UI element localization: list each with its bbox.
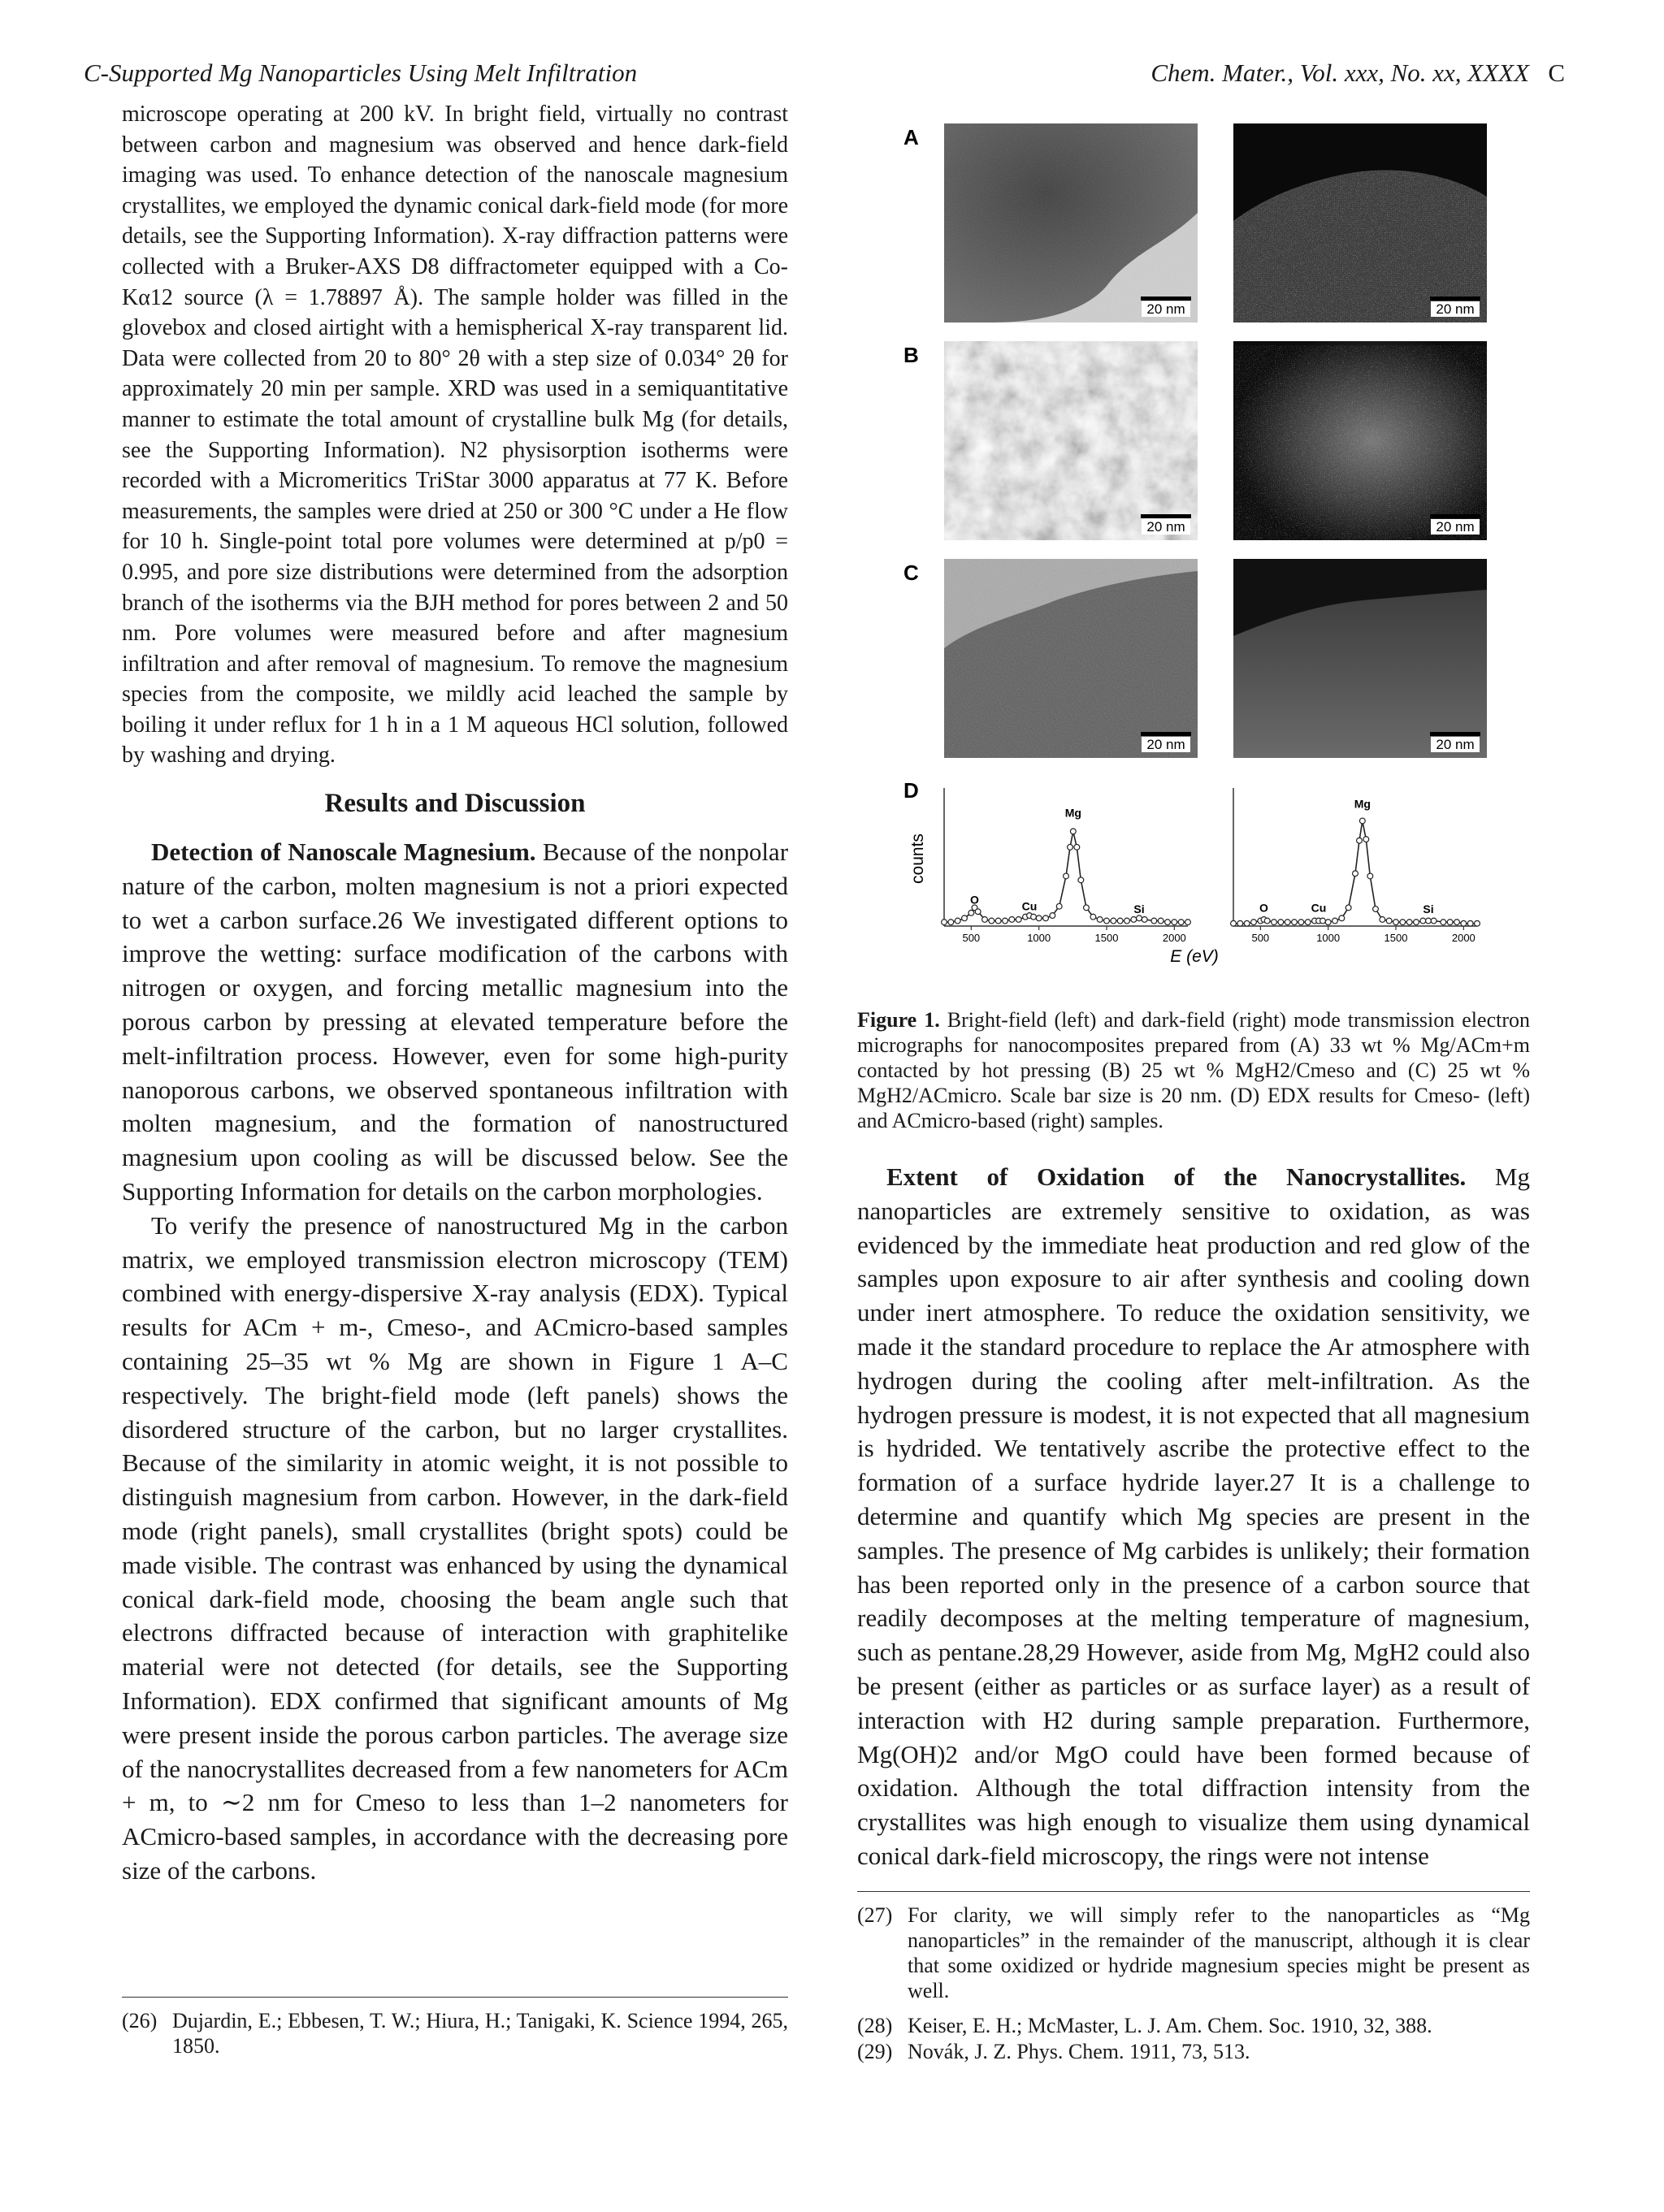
edx-data-point: [1426, 918, 1432, 924]
edx-data-point: [1016, 917, 1021, 923]
scale-bar: 20 nm: [1141, 514, 1191, 535]
caption-lead: Figure 1.: [857, 1008, 940, 1032]
edx-data-point: [1068, 844, 1073, 850]
edx-data-point: [1406, 920, 1412, 925]
tem-c-bf-image: [944, 559, 1198, 758]
edx-data-point: [1251, 920, 1257, 925]
figure-caption: [857, 1007, 1530, 1133]
panel-label-d: D: [904, 778, 919, 803]
edx-spectra: [902, 781, 1536, 968]
edx-data-point: [1414, 920, 1419, 925]
edx-x-tick-label: 2000: [1162, 932, 1186, 944]
edx-data-point: [1272, 920, 1277, 925]
edx-data-point: [1137, 916, 1142, 921]
edx-data-point: [1386, 918, 1392, 924]
detection-p1-text: Because of the nonpolar nature of the carbon, molten magnesium is not a priori expected to wet a carbon surface.26 We investigated different options to improve the wetting: surface modification of the carbons with nitrogen or oxygen, and forcing metallic magnesium into the porous carbon by pressing at elevated temperature before the melt-infiltration process. However, even for some high-purity nanoporous carbons, we observed spontaneous infiltration with molten magnesium, and the formation of nanostructured magnesium upon cooling as will be discussed below. See the Supporting Information for details on the carbon morphologies.: [122, 838, 789, 1206]
edx-plot-left: [942, 788, 1191, 944]
edx-data-point: [1420, 918, 1426, 924]
scale-bar: 20 nm: [1141, 297, 1191, 318]
tem-c-df-image: [1233, 559, 1487, 758]
edx-peak-label: Cu: [1311, 901, 1327, 915]
scale-bar: 20 nm: [1430, 297, 1480, 318]
edx-data-point: [1305, 920, 1311, 925]
edx-data-point: [1400, 920, 1406, 925]
tem-c-bright-field: [944, 559, 1198, 758]
edx-peak-label: Cu: [1021, 899, 1038, 913]
edx-data-point: [1185, 920, 1191, 925]
left-column: [122, 99, 788, 1888]
edx-data-point: [948, 920, 954, 925]
edx-data-point: [1346, 905, 1351, 911]
panel-label-b: B: [904, 343, 919, 367]
edx-x-tick-label: 1500: [1094, 932, 1119, 944]
edx-data-point: [1467, 920, 1473, 926]
edx-data-point: [989, 918, 994, 924]
edx-data-point: [1074, 844, 1080, 850]
edx-data-point: [1165, 920, 1171, 925]
edx-data-point: [1009, 917, 1015, 923]
caption-text: Bright-field (left) and dark-field (right) mode transmission electron micrographs for nanocomposites prepared from (A) 33 wt % Mg/ACm+m contacted by hot pressing (B) 25 wt % MgH2/Cmeso and (C) 25 wt % MgH2/ACmicro. Scale bar size is 20 nm. (D) EDX results for Cmeso- (left) and ACmicro-based (right) samples.: [857, 1008, 1530, 1132]
footnote-number: (27): [857, 1903, 893, 1927]
edx-data-point: [1359, 818, 1365, 824]
tem-b-df-image: [1233, 341, 1487, 540]
edx-data-point: [1070, 829, 1076, 834]
edx-data-point: [1231, 920, 1237, 926]
panel-label-c: C: [904, 561, 919, 585]
edx-data-point: [1339, 916, 1345, 921]
edx-plot-right: [1231, 788, 1480, 944]
scale-bar: 20 nm: [1430, 514, 1480, 535]
scale-bar: 20 nm: [1430, 732, 1480, 753]
edx-data-point: [1084, 905, 1090, 911]
edx-data-point: [942, 920, 947, 925]
edx-data-point: [1285, 920, 1290, 925]
edx-data-point: [1151, 918, 1157, 924]
footnote-number: (26): [122, 2009, 158, 2032]
edx-data-point: [1111, 918, 1116, 924]
edx-data-point: [1104, 918, 1110, 924]
edx-data-point: [1292, 920, 1298, 925]
edx-data-point: [1172, 920, 1177, 925]
edx-x-tick-label: 2000: [1451, 932, 1476, 944]
edx-data-point: [1367, 873, 1373, 879]
footnote-number: (29): [857, 2040, 893, 2063]
figure-1: [902, 122, 1536, 983]
edx-data-point: [1050, 913, 1055, 919]
tem-a-bf-image: [944, 123, 1198, 322]
footnote-rule-left: [122, 1997, 788, 1998]
oxidation-run-head: Extent of Oxidation of the Nanocrystallites.: [886, 1162, 1467, 1191]
edx-data-point: [975, 909, 981, 915]
edx-data-point: [1393, 920, 1399, 925]
edx-data-point: [1003, 918, 1008, 924]
edx-data-point: [1461, 920, 1467, 926]
edx-peak-label: Si: [1423, 902, 1434, 916]
tem-b-bright-field: [944, 341, 1198, 540]
footnote-27: [857, 1902, 1530, 2003]
edx-data-point: [1131, 917, 1137, 923]
edx-data-point: [1064, 873, 1069, 879]
edx-data-point: [1056, 903, 1062, 909]
footnote-number: (28): [857, 2014, 893, 2037]
detection-run-head: Detection of Nanoscale Magnesium.: [151, 838, 536, 867]
section-heading: Results and Discussion: [324, 789, 586, 819]
edx-data-point: [1264, 918, 1270, 924]
edx-data-point: [1441, 920, 1446, 925]
edx-peak-label: Mg: [1064, 806, 1081, 820]
edx-data-point: [1357, 838, 1363, 843]
edx-data-point: [1380, 917, 1385, 923]
edx-data-point: [1454, 920, 1460, 925]
tem-b-dark-field: [1233, 341, 1487, 540]
panel-label-a: A: [904, 125, 919, 149]
edx-peak-label: O: [1259, 901, 1268, 915]
edx-data-point: [982, 917, 988, 923]
footnote-28: [857, 2013, 1530, 2038]
edx-data-point: [1237, 920, 1243, 926]
footnote-text: Dujardin, E.; Ebbesen, T. W.; Hiura, H.; Tanigaki, K. Science 1994, 265, 1850.: [172, 2009, 788, 2058]
edx-data-point: [1124, 918, 1130, 924]
footnote-26: [122, 2008, 788, 2058]
methods-paragraph: microscope operating at 200 kV. In bright field, virtually no contrast between carbon and magnesium was observed and hence dark-field imaging was used. To enhance detection of the nanoscale magnesium crystallites, we employed the dynamic conical dark-field mode (for more details, see the Supporting Information). X-ray diffraction patterns were collected with a Bruker-AXS D8 diffractometer equipped with a Co-Kα12 source (λ = 1.78897 Å). The sample holder was filled in the glovebox and closed airtight with a hemispherical X-ray transparent lid. Data were collected from 20 to 80° 2θ with a step size of 0.034° 2θ for approximately 20 min per sample. XRD was used in a semiquantitative manner to estimate the total amount of crystalline bulk Mg (for details, see the Supporting Information). N2 physisorption isotherms were recorded with a Micromeritics TriStar 3000 apparatus at 77 K. Before measurements, the samples were dried at 250 or 300 °C under a He flow for 10 h. Single-point total pore volumes were determined at p/p0 = 0.995, and pore size distributions were determined from the adsorption branch of the isotherms via the BJH method for pores between 2 and 50 nm. Pore volumes were measured before and after magnesium infiltration and after removal of magnesium. To remove the magnesium species from the composite, we mildly acid leached the sample by boiling it under reflux for 1 h in a 1 M aqueous HCl solution, followed by washing and drying.: [122, 102, 788, 768]
edx-data-point: [1244, 920, 1250, 926]
edx-x-tick-label: 1500: [1384, 932, 1408, 944]
detection-paragraph-2: To verify the presence of nanostructured Mg in the carbon matrix, we employed transmission electron microscopy (TEM) combined with energy-dispersive X-ray analysis (EDX). Typical results for ACm + m-, Cmeso-, and ACmicro-based samples containing 25–35 wt % Mg are shown in Figure 1 A–C respectively. The bright-field mode (left panels) shows the disordered structure of the carbon, but no larger crystallites. Because of the similarity in atomic weight, it is not possible to distinguish magnesium from carbon. However, in the dark-field mode (right panels), small crystallites (bright spots) could be made visible. The contrast was enhanced by using the dynamical conical dark-field mode, choosing the beam angle such that electrons diffracted because of interaction with graphitelike material were not detected (for details, see the Supporting Information). EDX confirmed that significant amounts of Mg were present inside the porous carbon particles. The average size of the nanocrystallites decreased from a few nanometers for ACm + m, to ∼2 nm for Cmeso to less than 1–2 nanometers for ACmicro-based samples, in accordance with the decreasing pore size of the carbons.: [122, 1210, 788, 1885]
edx-x-tick-label: 1000: [1027, 932, 1051, 944]
edx-data-point: [1447, 920, 1453, 925]
edx-peak-label: O: [970, 893, 979, 907]
edx-data-point: [968, 910, 974, 916]
edx-y-label: counts: [908, 833, 927, 884]
footnote-text: For clarity, we will simply refer to the nanoparticles as “Mg nanoparticles” in the remainder of the manuscript, although it is clear that some oxidized or hydride magnesium species might be present as well.: [908, 1903, 1530, 2002]
footnote-29: [857, 2039, 1530, 2064]
journal-info: [1150, 58, 1565, 88]
oxidation-paragraph: [857, 1160, 1530, 1873]
edx-data-point: [1431, 918, 1436, 924]
tem-b-bf-image: [944, 341, 1198, 540]
edx-x-tick-label: 500: [962, 932, 981, 944]
edx-data-point: [1142, 917, 1147, 923]
edx-data-point: [995, 918, 1001, 924]
journal-citation: Chem. Mater., Vol. xxx, No. xx, XXXX: [1150, 58, 1530, 87]
edx-peak-label: Mg: [1354, 797, 1371, 811]
page-letter: C: [1548, 58, 1565, 87]
footnote-text: Keiser, E. H.; McMaster, L. J. Am. Chem. Soc. 1910, 32, 388.: [908, 2014, 1432, 2037]
edx-data-point: [1332, 918, 1338, 924]
detection-paragraph-1: [122, 835, 788, 1209]
edx-data-point: [1475, 920, 1480, 926]
edx-data-point: [1298, 920, 1304, 925]
edx-data-point: [1043, 916, 1049, 921]
edx-data-point: [1097, 917, 1103, 923]
footnote-rule-right: [857, 1891, 1530, 1892]
tem-a-df-image: [1233, 123, 1487, 322]
edx-x-label: E (eV): [1170, 947, 1219, 966]
right-column: [857, 1160, 1530, 1873]
footnote-text: Novák, J. Z. Phys. Chem. 1911, 73, 513.: [908, 2040, 1250, 2063]
tem-a-bright-field: [944, 123, 1198, 322]
edx-data-point: [1078, 877, 1084, 883]
edx-data-point: [1320, 918, 1326, 924]
oxidation-p1-text: Mg nanoparticles are extremely sensitive to oxidation, as was evidenced by the immediate heat production and red glow of the samples upon exposure to air after synthesis and cooling down under inert atmosphere. To reduce the oxidation sensitivity, we made it the standard procedure to replace the Ar atmosphere with hydrogen during the cooling after melt-infiltration. As the hydrogen pressure is modest, it is not expected that all magnesium is hydrided. We tentatively ascribe the protective effect to the formation of a surface hydride layer.27 It is a challenge to determine and quantify which Mg species are present in the samples. The presence of Mg carbides is unlikely; their formation has been reported only in the presence of a carbon source that readily decomposes at the melting temperature of magnesium, such as pentane.28,29 However, aside from Mg, MgH2 could also be present (either as particles or as surface layer) as a result of interaction with H2 during sample preparation. Furthermore, Mg(OH)2 and/or MgO could have been formed because of oxidation. Although the total diffraction intensity from the crystallites was high enough to visualize them using dynamical conical dark-field microscopy, the rings were not intense: [857, 1162, 1530, 1870]
edx-data-point: [955, 918, 960, 924]
edx-data-point: [1090, 914, 1096, 920]
tem-c-dark-field: [1233, 559, 1487, 758]
edx-data-point: [1178, 920, 1184, 925]
edx-x-tick-label: 1000: [1316, 932, 1341, 944]
edx-data-point: [1036, 916, 1042, 921]
edx-data-point: [1353, 871, 1358, 877]
edx-data-point: [1325, 920, 1331, 925]
edx-data-point: [1373, 907, 1379, 912]
edx-data-point: [1278, 920, 1284, 925]
edx-data-point: [1117, 918, 1123, 924]
scale-bar: 20 nm: [1141, 732, 1191, 753]
edx-data-point: [1363, 837, 1369, 842]
edx-data-point: [1031, 914, 1037, 920]
edx-peak-label: Si: [1133, 902, 1145, 916]
tem-a-dark-field: [1233, 123, 1487, 322]
edx-x-tick-label: 500: [1251, 932, 1270, 944]
running-title: C-Supported Mg Nanoparticles Using Melt Infiltration: [84, 58, 638, 87]
edx-data-point: [1158, 918, 1164, 924]
edx-data-point: [962, 916, 968, 921]
